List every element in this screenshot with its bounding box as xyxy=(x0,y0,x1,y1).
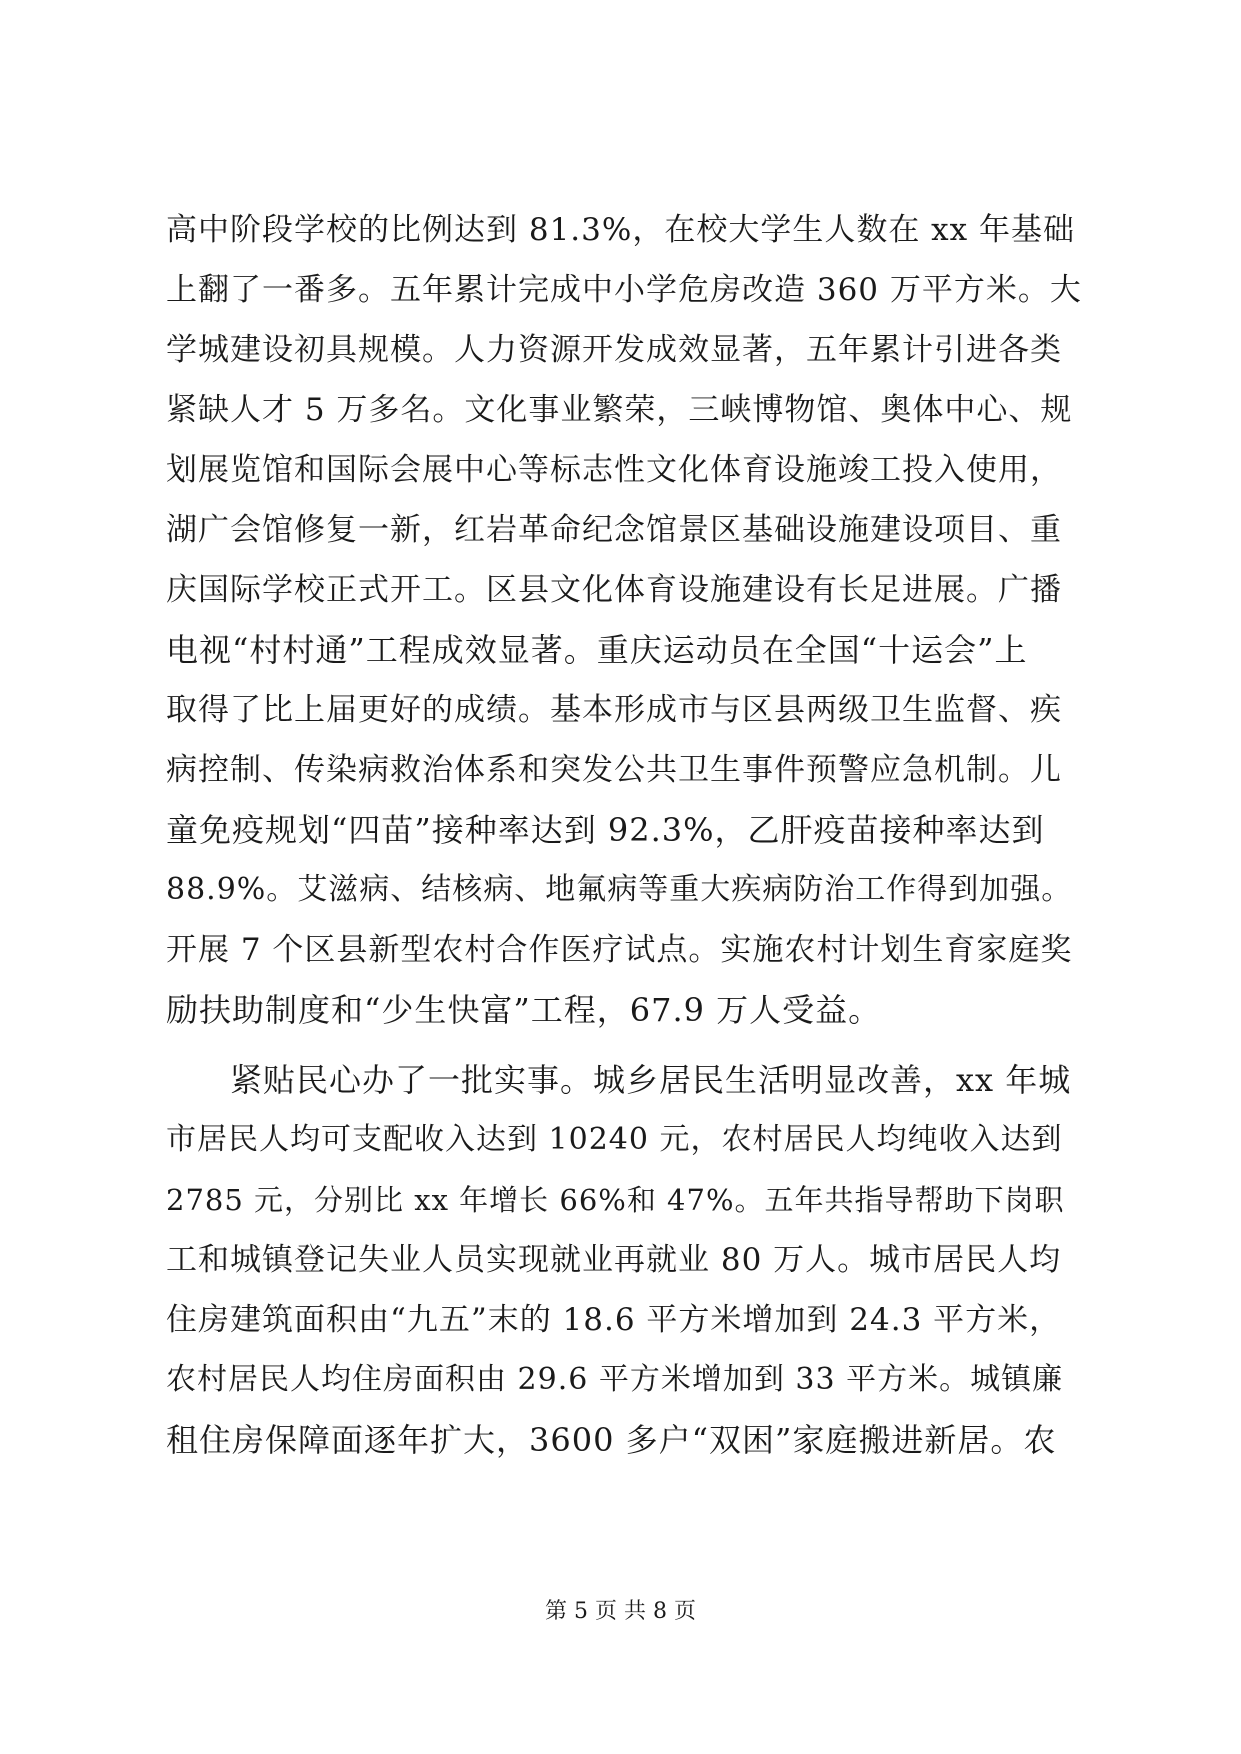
text-line: 庆国际学校正式开工。区县文化体育设施建设有长足进展。广播 xyxy=(166,572,1062,608)
text-line: 88.9%。艾滋病、结核病、地氟病等重大疾病防治工作得到加强。 xyxy=(166,872,1073,907)
text-line: 童免疫规划“四苗”接种率达到 92.3%，乙肝疫苗接种率达到 xyxy=(166,811,1045,849)
page-number-footer: 第 5 页 共 8 页 xyxy=(545,1599,696,1624)
text-line: 高中阶段学校的比例达到 81.3%，在校大学生人数在 xx 年基础 xyxy=(166,212,1076,248)
text-line: 市居民人均可支配收入达到 10240 元，农村居民人均纯收入达到 xyxy=(166,1122,1063,1157)
paragraph-start-line: 紧贴民心办了一批实事。城乡居民生活明显改善，xx 年城 xyxy=(230,1061,1072,1099)
text-line: 开展 7 个区县新型农村合作医疗试点。实施农村计划生育家庭奖 xyxy=(166,932,1073,968)
text-line: 湖广会馆修复一新，红岩革命纪念馆景区基础设施建设项目、重 xyxy=(166,512,1062,548)
text-line: 电视“村村通”工程成效显著。重庆运动员在全国“十运会”上 xyxy=(166,631,1028,669)
text-line: 划展览馆和国际会展中心等标志性文化体育设施竣工投入使用， xyxy=(166,452,1062,488)
text-line: 病控制、传染病救治体系和突发公共卫生事件预警应急机制。儿 xyxy=(166,752,1062,788)
text-line: 农村居民人均住房面积由 29.6 平方米增加到 33 平方米。城镇廉 xyxy=(166,1362,1064,1397)
text-line: 取得了比上届更好的成绩。基本形成市与区县两级卫生监督、疾 xyxy=(166,692,1062,728)
text-line: 紧缺人才 5 万多名。文化事业繁荣，三峡博物馆、奥体中心、规 xyxy=(166,392,1073,428)
text-line: 2785 元，分别比 xx 年增长 66%和 47%。五年共指导帮助下岗职 xyxy=(166,1183,1065,1217)
text-line: 学城建设初具规模。人力资源开发成效显著，五年累计引进各类 xyxy=(166,332,1062,368)
text-line: 上翻了一番多。五年累计完成中小学危房改造 360 万平方米。大 xyxy=(166,272,1082,308)
text-line: 励扶助制度和“少生快富”工程，67.9 万人受益。 xyxy=(166,991,882,1029)
text-line: 住房建筑面积由“九五”末的 18.6 平方米增加到 24.3 平方米， xyxy=(166,1302,1062,1338)
text-line: 租住房保障面逐年扩大，3600 多户“双困”家庭搬进新居。农 xyxy=(166,1421,1057,1459)
text-line: 工和城镇登记失业人员实现就业再就业 80 万人。城市居民人均 xyxy=(166,1242,1062,1278)
